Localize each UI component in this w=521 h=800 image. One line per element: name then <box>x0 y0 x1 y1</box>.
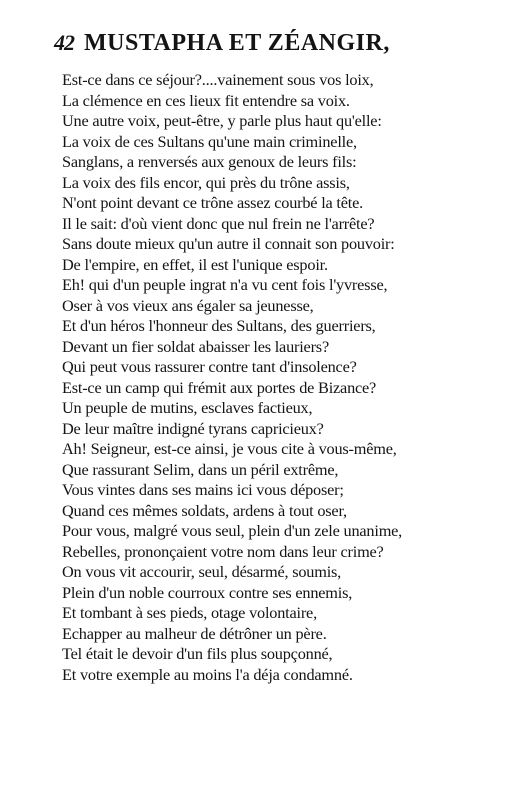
running-title: MUSTAPHA ET ZÉANGIR, <box>84 30 390 56</box>
verse-line: De leur maître indigné tyrans capricieux? <box>62 418 324 438</box>
verse-line: N'ont point devant ce trône assez courbé la tête. <box>62 193 363 212</box>
verse-block <box>62 70 482 685</box>
verse-line: La voix de ces Sultans qu'une main criminelle, <box>62 131 357 151</box>
verse-line: Vous vintes dans ses mains ici vous déposer; <box>62 480 344 499</box>
verse-line: La clémence en ces lieux fit entendre sa voix. <box>62 90 350 110</box>
verse-line: Une autre voix, peut-être, y parle plus haut qu'elle: <box>62 111 382 130</box>
verse-line: Est-ce un camp qui frémit aux portes de Bizance? <box>62 377 377 397</box>
verse-line: Quand ces mêmes soldats, ardens à tout oser, <box>62 500 347 520</box>
verse-line: La voix des fils encor, qui près du trône assis, <box>62 172 350 192</box>
verse-line: On vous vit accourir, seul, désarmé, soumis, <box>62 562 342 581</box>
verse-line: Eh! qui d'un peuple ingrat n'a vu cent fois l'yvresse, <box>62 275 388 294</box>
verse-line: Que rassurant Selim, dans un péril extrême, <box>62 459 339 479</box>
verse-line: Ah! Seigneur, est-ce ainsi, je vous cite à vous-même, <box>62 439 397 458</box>
verse-line: Sans doute mieux qu'un autre il connait son pouvoir: <box>62 234 395 253</box>
verse-line: Sanglans, a renversés aux genoux de leurs fils: <box>62 152 357 171</box>
verse-line: Qui peut vous rassurer contre tant d'insolence? <box>62 357 357 376</box>
verse-line: Tel était le devoir d'un fils plus soupçonné, <box>62 644 333 663</box>
page-number: 42 <box>54 30 74 55</box>
verse-line: Oser à vos vieux ans égaler sa jeunesse, <box>62 295 314 315</box>
verse-line: Et d'un héros l'honneur des Sultans, des guerriers, <box>62 316 376 335</box>
verse-line: Echapper au malheur de détrôner un père. <box>62 623 327 643</box>
verse-line: Et votre exemple au moins l'a déja condamné. <box>62 664 353 684</box>
page-header <box>54 30 474 64</box>
verse-line: Rebelles, prononçaient votre nom dans leur crime? <box>62 541 384 561</box>
verse-line: De l'empire, en effet, il est l'unique espoir. <box>62 254 328 274</box>
verse-line: Pour vous, malgré vous seul, plein d'un zele unanime, <box>62 521 403 540</box>
verse-line: Plein d'un noble courroux contre ses ennemis, <box>62 582 353 602</box>
verse-line: Devant un fier soldat abaisser les lauriers? <box>62 336 329 356</box>
verse-line: Et tombant à ses pieds, otage volontaire, <box>62 603 317 622</box>
verse-line: Il le sait: d'où vient donc que nul frein ne l'arrête? <box>62 213 375 233</box>
verse-line: Est-ce dans ce séjour?....vainement sous vos loix, <box>62 70 374 89</box>
verse-line: Un peuple de mutins, esclaves factieux, <box>62 398 313 417</box>
